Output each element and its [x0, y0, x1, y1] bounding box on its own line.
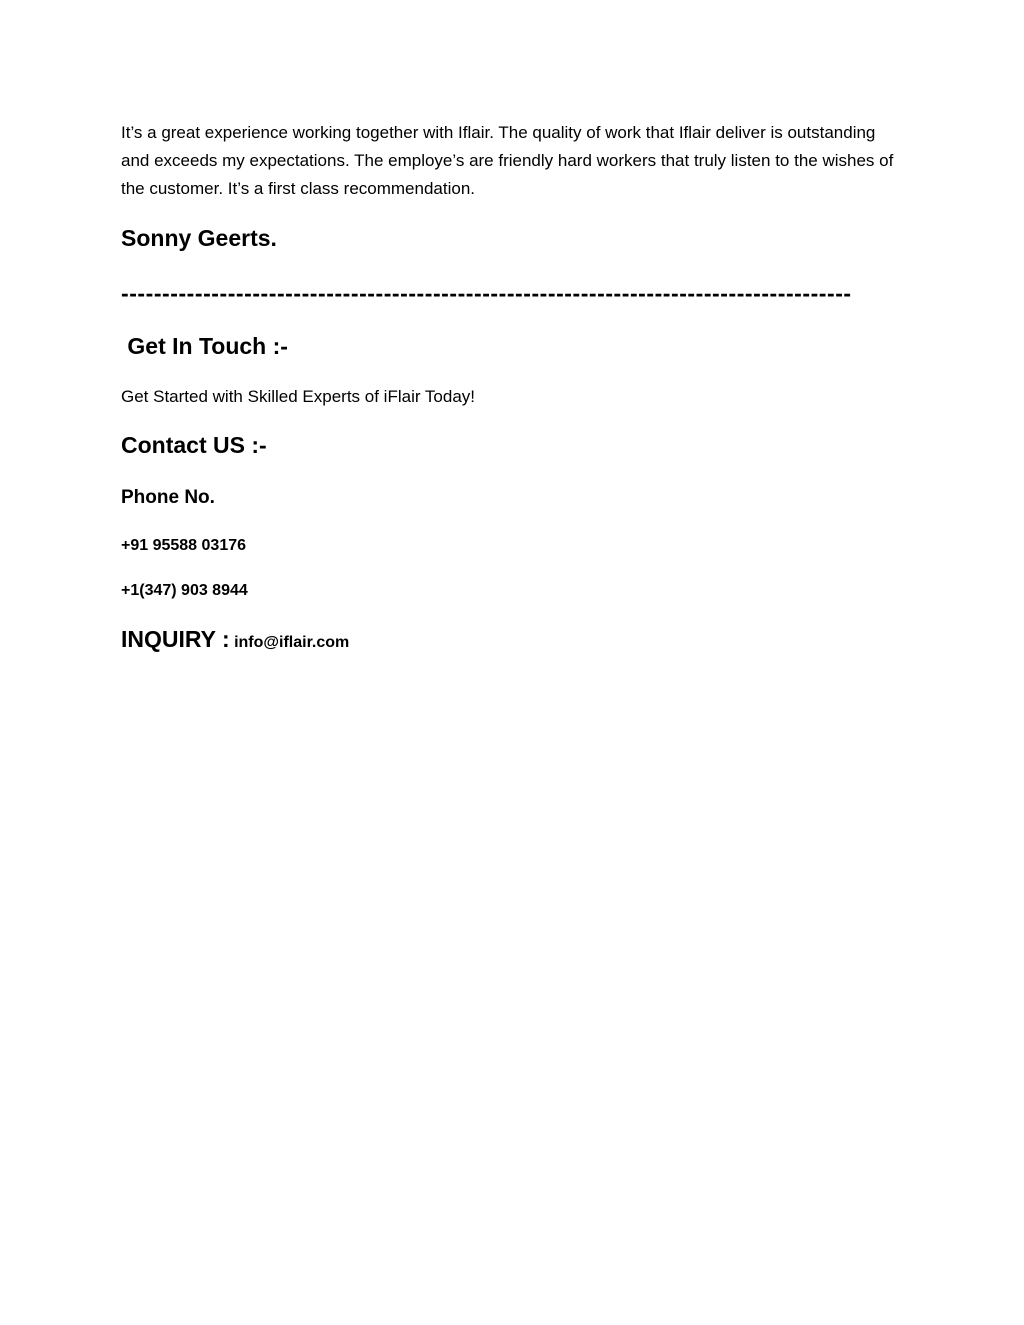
- get-in-touch-heading: Get In Touch :-: [121, 333, 288, 359]
- inquiry-email-link[interactable]: info@iflair.com: [234, 634, 350, 651]
- get-in-touch-subtitle: Get Started with Skilled Experts of iFlair Today!: [121, 387, 476, 406]
- inquiry-line: [121, 624, 349, 658]
- inquiry-label: INQUIRY :: [121, 626, 230, 652]
- section-divider: -----------------------------------------------------------------------------------------: [121, 280, 852, 306]
- phone-number: +1(347) 903 8944: [121, 582, 248, 599]
- phone-label: Phone No.: [121, 487, 215, 508]
- testimonial-text: It’s a great experience working together with Iflair. The quality of work that Iflair deliver is outstanding and exceeds my expectations. The employe’s are friendly hard workers that truly listen to the wishes of the customer. It’s a first class recommendation.: [121, 123, 894, 198]
- phone-number: +91 95588 03176: [121, 537, 247, 554]
- testimonial-author: Sonny Geerts.: [121, 225, 277, 251]
- contact-us-heading: Contact US :-: [121, 432, 267, 458]
